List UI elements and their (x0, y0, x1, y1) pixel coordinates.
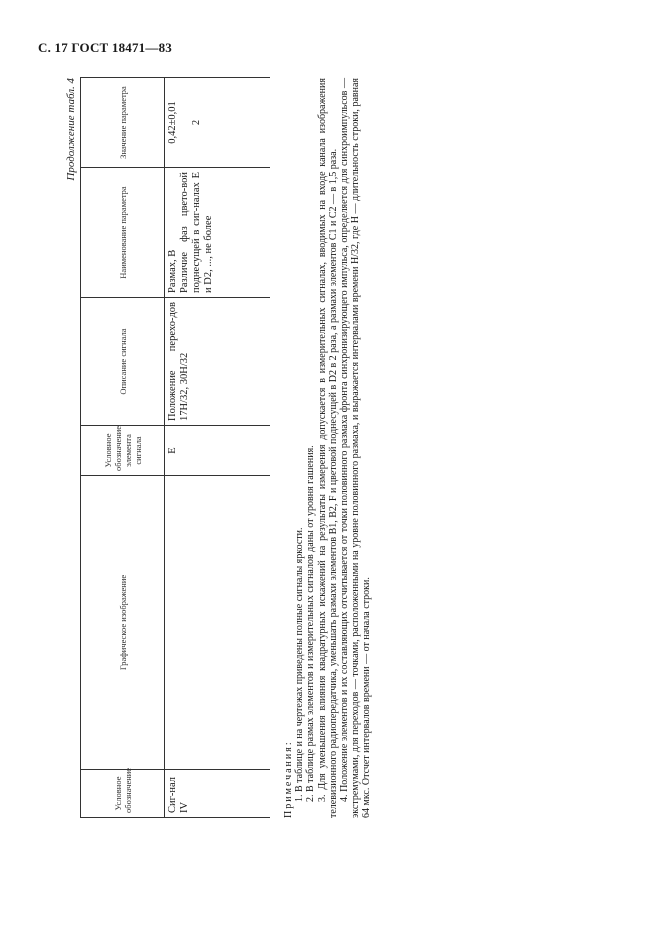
parameter-amplitude: Размах, В (167, 249, 178, 293)
cell-element-symbol: E (165, 426, 270, 476)
notes-heading: Примечания: (283, 740, 294, 818)
header-symbol: Условное обозначение (81, 770, 165, 818)
continuation-label: Продолжение табл. 4 (65, 78, 77, 181)
value-phase-difference: 2 (191, 119, 202, 126)
header-value: Значение параметра (81, 78, 165, 168)
header-description: Описание сигнала (81, 298, 165, 426)
value-amplitude: 0,42±0,01 (167, 101, 178, 144)
cell-description: Положение перехо-дов 17H/32, 30H/32 (165, 298, 270, 426)
note-item: 2. В таблице размах элементов и измерительных сигналов даны от уровня гашения. (305, 445, 317, 802)
note-item: 3. Для уменьшения влияния квадратурных искажений на результаты измерения допускается в измерительных сигналах, вводимых на входе канала изображения телевизионного радиопередатчика, уменьшать размахи элементов B1, B2, F и цветовой поднесущей в D2 в 2 раза, а размахи элементов C1 и C2 — в 1,5 раза. (316, 78, 339, 818)
page-header: С. 17 ГОСТ 18471—83 (38, 40, 172, 55)
parameter-phase-difference: Различие фаз цвето-вой поднесущей в сиг-налах E и D2, ..., не более (179, 172, 214, 293)
cell-symbol: Сиг-нал IV (165, 770, 270, 818)
cell-value (165, 78, 270, 168)
header-parameter: Наименование параметра (81, 168, 165, 298)
cell-graphic (165, 476, 270, 770)
note-item: 4. Положение элементов и их составляющих отсчитывается от точки половинного размаха фронта синхронизирующего импульса, определяется для синхроимпульсов — экстремумами, для переходов — точками, расположенными на уровне половинного размаха, и выражается интервалами времени H/32, где H — длительность строки, равная 64 мкс. Отсчет интервалов времени — от начала строки. (339, 78, 373, 818)
cell-parameter (165, 168, 270, 298)
header-graphic: Графическое изображение (81, 476, 165, 770)
table-header-row (81, 78, 165, 818)
parameters-table (80, 77, 270, 818)
rotated-content (65, 78, 395, 818)
note-item: 1. В таблице и на чертежах приведены полные сигналы яркости. (294, 527, 306, 802)
table-row (165, 78, 270, 818)
header-element-symbol: Условное обозначение элемента сигнала (81, 426, 165, 476)
notes-section (283, 78, 373, 818)
